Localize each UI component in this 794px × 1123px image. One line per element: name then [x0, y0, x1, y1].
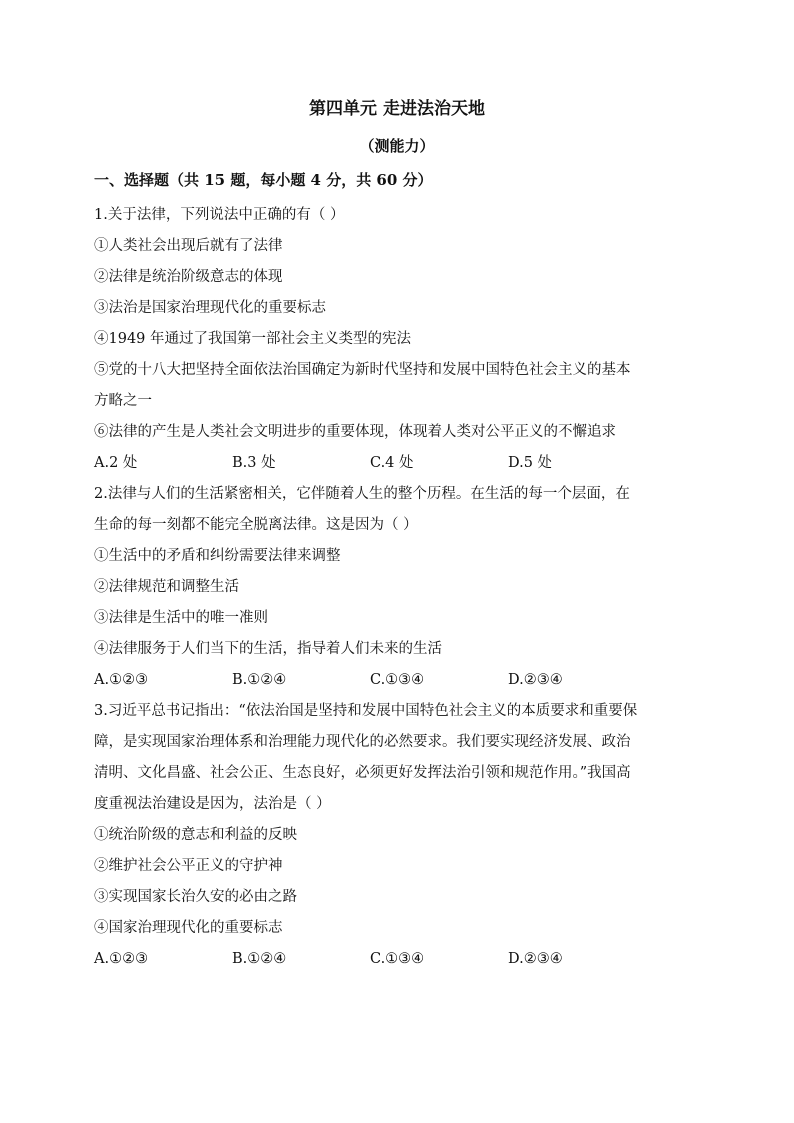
question-stem: 1.关于法律，下列说法中正确的有（ ）: [94, 207, 345, 223]
option-c: C.4 处: [370, 455, 414, 471]
statement-item: ④1949 年通过了我国第一部社会主义类型的宪法: [94, 331, 412, 347]
option-b: B.3 处: [232, 455, 276, 471]
statement-item: ①人类社会出现后就有了法律: [94, 238, 283, 254]
statement-item: ⑥法律的产生是人类社会文明进步的重要体现，体现着人类对公平正义的不懈追求: [94, 424, 616, 440]
question-3: [94, 696, 700, 975]
answer-options: [94, 665, 700, 696]
answer-options: [94, 944, 700, 975]
option-a: A.①②③: [94, 951, 149, 967]
statement-item: ③法律是生活中的唯一准则: [94, 610, 268, 626]
statement-item: 方略之一: [94, 393, 152, 409]
statement-item: ③实现国家长治久安的必由之路: [94, 889, 297, 905]
statement-item: ②法律规范和调整生活: [94, 579, 239, 595]
option-d: D.②③④: [508, 672, 563, 688]
option-b: B.①②④: [232, 672, 287, 688]
question-1: [94, 200, 700, 479]
question-stem: 生命的每一刻都不能完全脱离法律。这是因为（ ）: [94, 517, 418, 533]
question-stem: 2.法律与人们的生活紧密相关，它伴随着人生的整个历程。在生活的每一个层面，在: [94, 486, 630, 502]
statement-item: ②维护社会公平正义的守护神: [94, 858, 283, 874]
statement-item: ①统治阶级的意志和利益的反映: [94, 827, 297, 843]
statement-item: ②法律是统治阶级意志的体现: [94, 269, 283, 285]
option-b: B.①②④: [232, 951, 287, 967]
option-a: A.①②③: [94, 672, 149, 688]
statement-item: ①生活中的矛盾和纠纷需要法律来调整: [94, 548, 341, 564]
statement-item: ④国家治理现代化的重要标志: [94, 920, 283, 936]
page-title: 第四单元 走进法治天地: [309, 99, 485, 119]
option-c: C.①③④: [370, 951, 425, 967]
statement-item: ⑤党的十八大把坚持全面依法治国确定为新时代坚持和发展中国特色社会主义的基本: [94, 362, 631, 378]
question-stem: 障，是实现国家治理体系和治理能力现代化的必然要求。我们要实现经济发展、政治: [94, 734, 631, 750]
section-heading: 一、选择题（共 15 题，每小题 4 分，共 60 分）: [94, 171, 433, 189]
page-subtitle: （测能力）: [359, 137, 435, 155]
option-d: D.5 处: [508, 455, 553, 471]
question-stem: 清明、文化昌盛、社会公正、生态良好，必须更好发挥法治引领和规范作用。”我国高: [94, 765, 631, 781]
question-stem: 3.习近平总书记指出：“依法治国是坚持和发展中国特色社会主义的本质要求和重要保: [94, 703, 638, 719]
question-list: [94, 200, 700, 975]
statement-item: ③法治是国家治理现代化的重要标志: [94, 300, 326, 316]
answer-options: [94, 448, 700, 479]
question-stem: 度重视法治建设是因为，法治是（ ）: [94, 796, 331, 812]
question-2: [94, 479, 700, 696]
statement-item: ④法律服务于人们当下的生活，指导着人们未来的生活: [94, 641, 442, 657]
option-a: A.2 处: [94, 455, 138, 471]
option-c: C.①③④: [370, 672, 425, 688]
option-d: D.②③④: [508, 951, 563, 967]
